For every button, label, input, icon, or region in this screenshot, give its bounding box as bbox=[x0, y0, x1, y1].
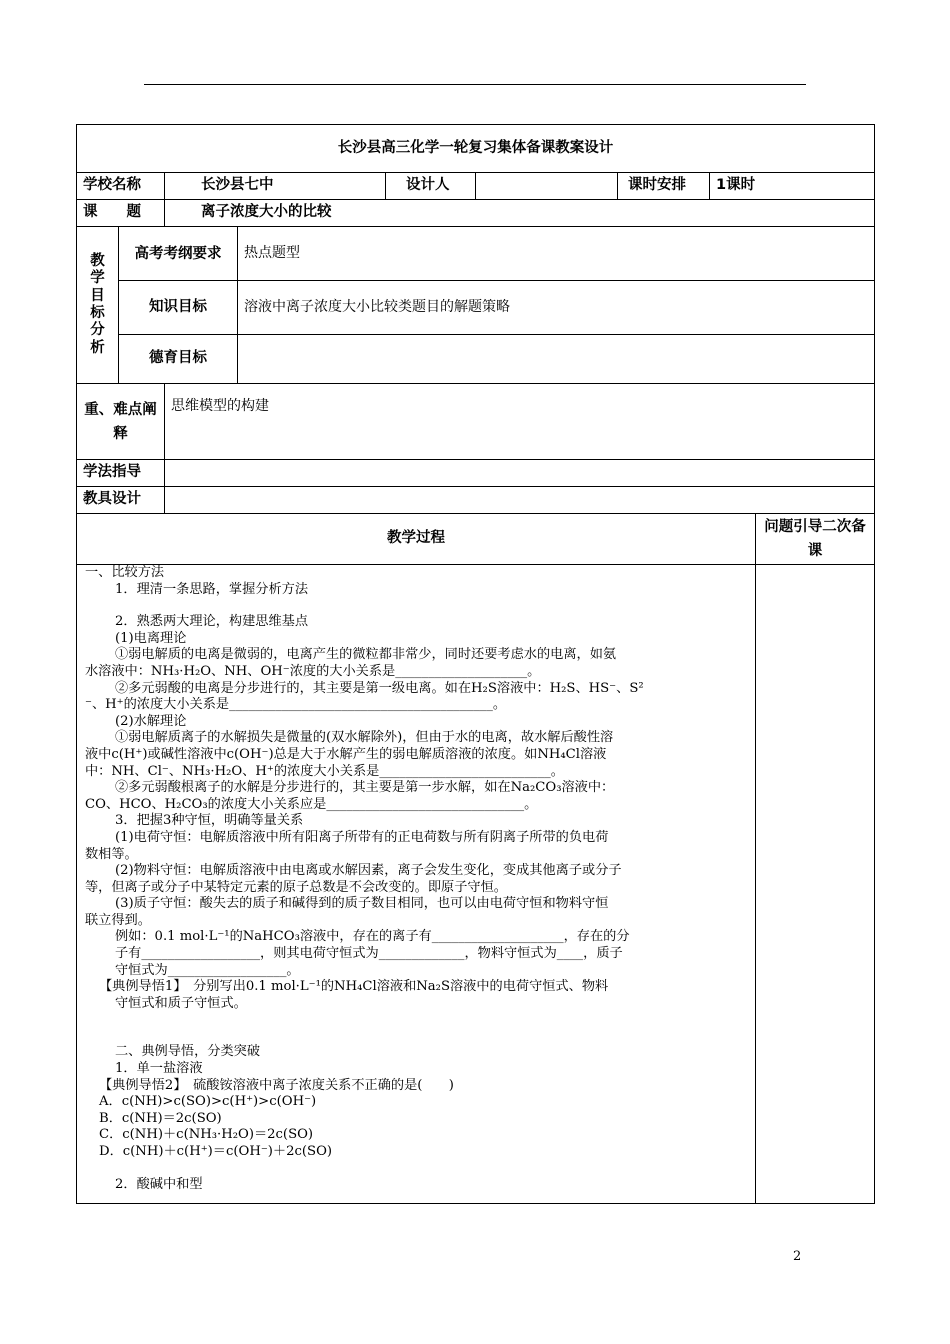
key-points-label: 重、难点阐释 bbox=[77, 384, 165, 460]
schedule-value: 1课时 bbox=[710, 173, 875, 200]
text-line: (1)电荷守恒：电解质溶液中所有阳离子所带有的正电荷数与所有阴离子所带的负电荷 bbox=[115, 829, 609, 845]
section-1-title: 一、比较方法 bbox=[85, 565, 165, 580]
plan-title: 长沙县高三化学一轮复习集体备课教案设计 bbox=[77, 125, 875, 173]
tools-label: 教具设计 bbox=[77, 487, 165, 514]
school-label: 学校名称 bbox=[77, 173, 165, 200]
text-line: 2．熟悉两大理论，构建思维基点 bbox=[115, 614, 309, 630]
teaching-process-content bbox=[77, 565, 756, 1204]
method-value bbox=[165, 460, 875, 487]
text-line: ①弱电解质离子的水解损失是微量的(双水解除外)，但由于水的电离，故水解后酸性溶 bbox=[115, 730, 614, 746]
schedule-label: 课时安排 bbox=[618, 173, 710, 200]
text-line: CO、HCO、H₂CO₃的浓度大小关系应是______________________________。 bbox=[85, 796, 538, 812]
designer-value bbox=[476, 173, 618, 200]
text-line: 水溶液中：NH₃·H₂O、NH、OH⁻浓度的大小关系是____________________。 bbox=[85, 663, 541, 679]
text-line: 守恒式和质子守恒式。 bbox=[115, 995, 247, 1011]
example-1: 【典例导悟1】 分别写出0.1 mol·L⁻¹的NH₄Cl溶液和Na₂S溶液中的电荷守恒式、物料 bbox=[99, 979, 609, 995]
knowledge-goal-value: 溶液中离子浓度大小比较类题目的解题策略 bbox=[238, 281, 875, 335]
second-prep-notes bbox=[756, 565, 875, 1204]
example-2: 【典例导悟2】 硫酸铵溶液中离子浓度关系不正确的是( ) bbox=[99, 1077, 454, 1093]
text-line: 数相等。 bbox=[85, 846, 138, 862]
text-line: ②多元弱酸的电离是分步进行的，其主要是第一级电离。如在H₂S溶液中：H₂S、HS⁻、S² bbox=[115, 680, 644, 696]
option-c: C．c(NH)＋c(NH₃·H₂O)＝2c(SO) bbox=[99, 1127, 314, 1143]
designer-label: 设计人 bbox=[386, 173, 476, 200]
topic-label: 课 题 bbox=[77, 200, 165, 227]
topic-value: 离子浓度大小的比较 bbox=[165, 200, 875, 227]
moral-goal-label: 德育目标 bbox=[119, 335, 238, 384]
text-line: (3)质子守恒：酸失去的质子和碱得到的质子数目相同，也可以由电荷守恒和物料守恒 bbox=[115, 896, 609, 912]
page-number: 2 bbox=[793, 1249, 802, 1264]
text-line: 守恒式为__________________。 bbox=[115, 962, 300, 978]
text-line: 1．单一盐溶液 bbox=[115, 1061, 203, 1077]
school-value: 长沙县七中 bbox=[165, 173, 386, 200]
text-line: 等，但离子或分子中某特定元素的原子总数是不会改变的。即原子守恒。 bbox=[85, 879, 507, 895]
option-b: B．c(NH)＝2c(SO) bbox=[99, 1110, 222, 1126]
text-line: (1)电离理论 bbox=[115, 630, 187, 646]
text-line: ①弱电解质的电离是微弱的，电离产生的微粒都非常少，同时还要考虑水的电离，如氨 bbox=[115, 647, 617, 663]
option-a: A．c(NH)>c(SO)>c(H⁺)>c(OH⁻) bbox=[99, 1094, 317, 1110]
option-d: D．c(NH)＋c(H⁺)＝c(OH⁻)＋2c(SO) bbox=[99, 1144, 333, 1159]
exam-requirement-value: 热点题型 bbox=[238, 227, 875, 281]
text-line: 中：NH、Cl⁻、NH₃·H₂O、H⁺的浓度大小关系是__________________________。 bbox=[85, 763, 564, 779]
tools-value bbox=[165, 487, 875, 514]
header-rule bbox=[144, 84, 806, 85]
text-line: ⁻、H⁺的浓度大小关系是________________________________________。 bbox=[85, 697, 507, 713]
text-line: (2)水解理论 bbox=[115, 713, 187, 729]
knowledge-goal-label: 知识目标 bbox=[119, 281, 238, 335]
text-line: 例如：0.1 mol·L⁻¹的NaHCO₃溶液中，存在的离子有____________________，存在的分 bbox=[115, 929, 630, 945]
exam-requirement-label: 高考考纲要求 bbox=[119, 227, 238, 281]
text-line: 联立得到。 bbox=[85, 912, 151, 928]
text-line: 2．酸碱中和型 bbox=[115, 1176, 203, 1192]
text-line: 液中c(H⁺)或碱性溶液中c(OH⁻)总是大于水解产生的弱电解质溶液的浓度。如NH₄Cl溶液 bbox=[85, 746, 607, 762]
text-line: (2)物料守恒：电解质溶液中由电离或水解因素，离子会发生变化，变成其他离子或分子 bbox=[115, 863, 622, 879]
moral-goal-value bbox=[238, 335, 875, 384]
key-points-value: 思维模型的构建 bbox=[165, 384, 875, 460]
process-header: 教学过程 bbox=[77, 514, 756, 565]
second-prep-header: 问题引导二次备课 bbox=[756, 514, 875, 565]
section-2-title: 二、典例导悟，分类突破 bbox=[115, 1044, 261, 1060]
text-line: ②多元弱酸根离子的水解是分步进行的，其主要是第一步水解，如在Na₂CO₃溶液中： bbox=[115, 780, 615, 796]
text-line: 子有__________________，则其电荷守恒式为_____________，物料守恒式为____，质子 bbox=[115, 946, 623, 962]
lesson-plan-table bbox=[76, 124, 875, 1204]
text-line: 3．把握3种守恒，明确等量关系 bbox=[115, 813, 304, 829]
text-line: 1．理清一条思路，掌握分析方法 bbox=[115, 581, 309, 597]
method-label: 学法指导 bbox=[77, 460, 165, 487]
analysis-vertical-label: 教 学 目 标 分 析 bbox=[77, 227, 119, 384]
